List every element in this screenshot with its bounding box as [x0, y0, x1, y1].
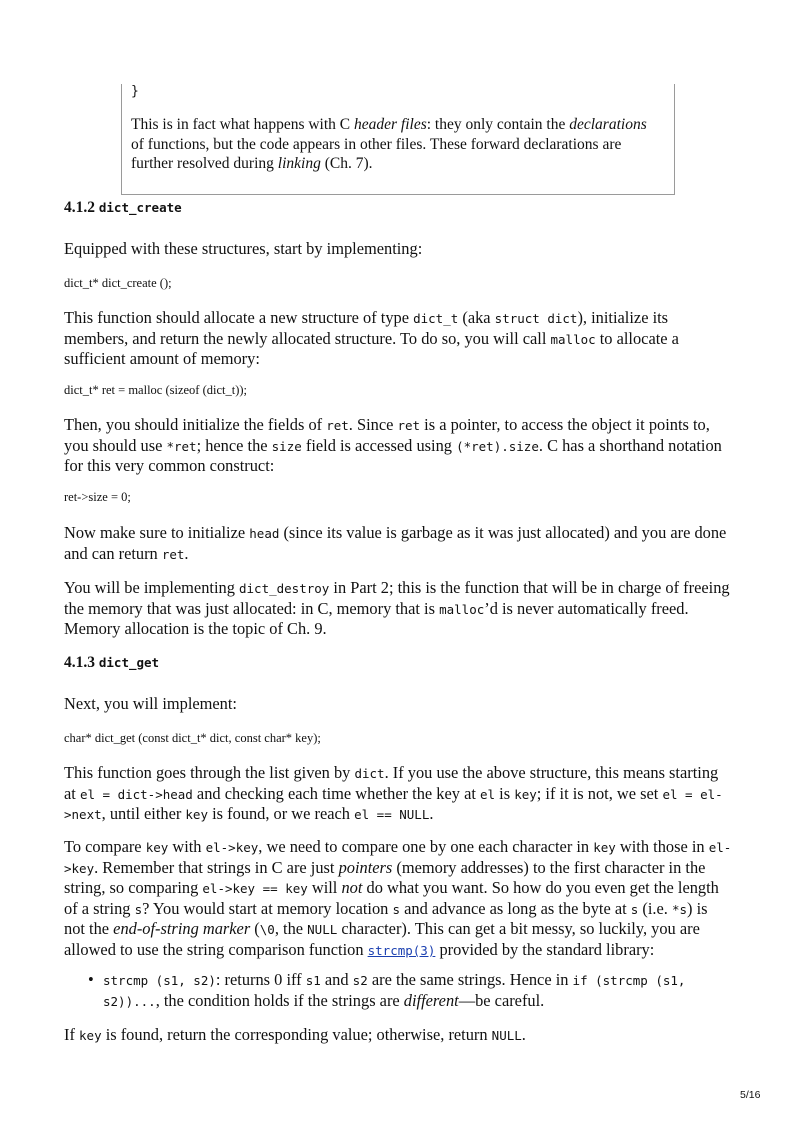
note-box: [121, 84, 675, 195]
dict-create-signature: dict_t* dict_create ();: [64, 276, 172, 290]
section-heading-dict-get: 4.1.3 dict_get: [64, 654, 160, 671]
dict-get-signature: char* dict_get (const dict_t* dict, const char* key);: [64, 731, 321, 745]
dict-create-paragraph-1: This function should allocate a new structure of type dict_t (aka struct dict), initialize its members, and return the newly allocated structure. To do so, you will call malloc to allocate a sufficient amount of memory:: [64, 308, 679, 369]
strcmp-bullet-list: [64, 970, 732, 1011]
dict-create-paragraph-2: Then, you should initialize the fields of ret. Since ret is a pointer, to access the object it points to, you should use *ret; hence the size field is accessed using (*ret).size. C has a shorthand notation for this very common construct:: [64, 415, 722, 476]
strcmp-man-link[interactable]: strcmp(3): [367, 942, 436, 958]
closing-brace: }: [131, 84, 139, 99]
dict-create-intro: Equipped with these structures, start by implementing:: [64, 239, 423, 258]
dict-create-paragraph-3: Now make sure to initialize head (since its value is garbage as it was just allocated) and you are done and can return ret.: [64, 523, 727, 563]
malloc-code-line: dict_t* ret = malloc (sizeof (dict_t));: [64, 383, 248, 397]
section-heading-dict-create: 4.1.2 dict_create: [64, 199, 182, 216]
dict-get-paragraph-3: If key is found, return the corresponding value; otherwise, return NULL.: [64, 1025, 526, 1044]
size-code-line: ret->size = 0;: [64, 490, 131, 504]
dict-get-intro: Next, you will implement:: [64, 694, 237, 713]
bullet-marker: •: [88, 970, 94, 989]
dict-get-paragraph-2: To compare key with el->key, we need to compare one by one each character in key with those in el->key. Remember that strings in C are just pointers (memory addresses) to the first character in the string, so comparing el->key == key will not do what you want. So how do you even get the length of a string s? You would start at memory location s and advance as long as the byte at s (i.e. *s) is not the end-of-string marker (\0, the NULL character). This can get a bit messy, so luckily, you are allowed to use the string comparison function strcmp(3) provided by the standard library:: [64, 837, 732, 959]
list-item: • strcmp (s1, s2): returns 0 iff s1 and s2 are the same strings. Hence in if (strcmp (s1, s2))..., the condition holds if the strings are different—be careful.: [88, 970, 686, 1010]
note-paragraph: This is in fact what happens with C header files: they only contain the declarations of functions, but the code appears in other files. These forward declarations are further resolved during linking (Ch. 7).: [131, 116, 647, 172]
dict-create-paragraph-4: You will be implementing dict_destroy in Part 2; this is the function that will be in charge of freeing the memory that was just allocated: in C, memory that is malloc’d is never automatically freed. Memory allocation is the topic of Ch. 9.: [64, 578, 730, 639]
dict-get-paragraph-1: This function goes through the list given by dict. If you use the above structure, this means starting at el = dict->head and checking each time whether the key at el is key; if it is not, we set el = el->next, until either key is found, or we reach el == NULL.: [64, 763, 723, 824]
page-number: 5/16: [740, 1089, 761, 1101]
